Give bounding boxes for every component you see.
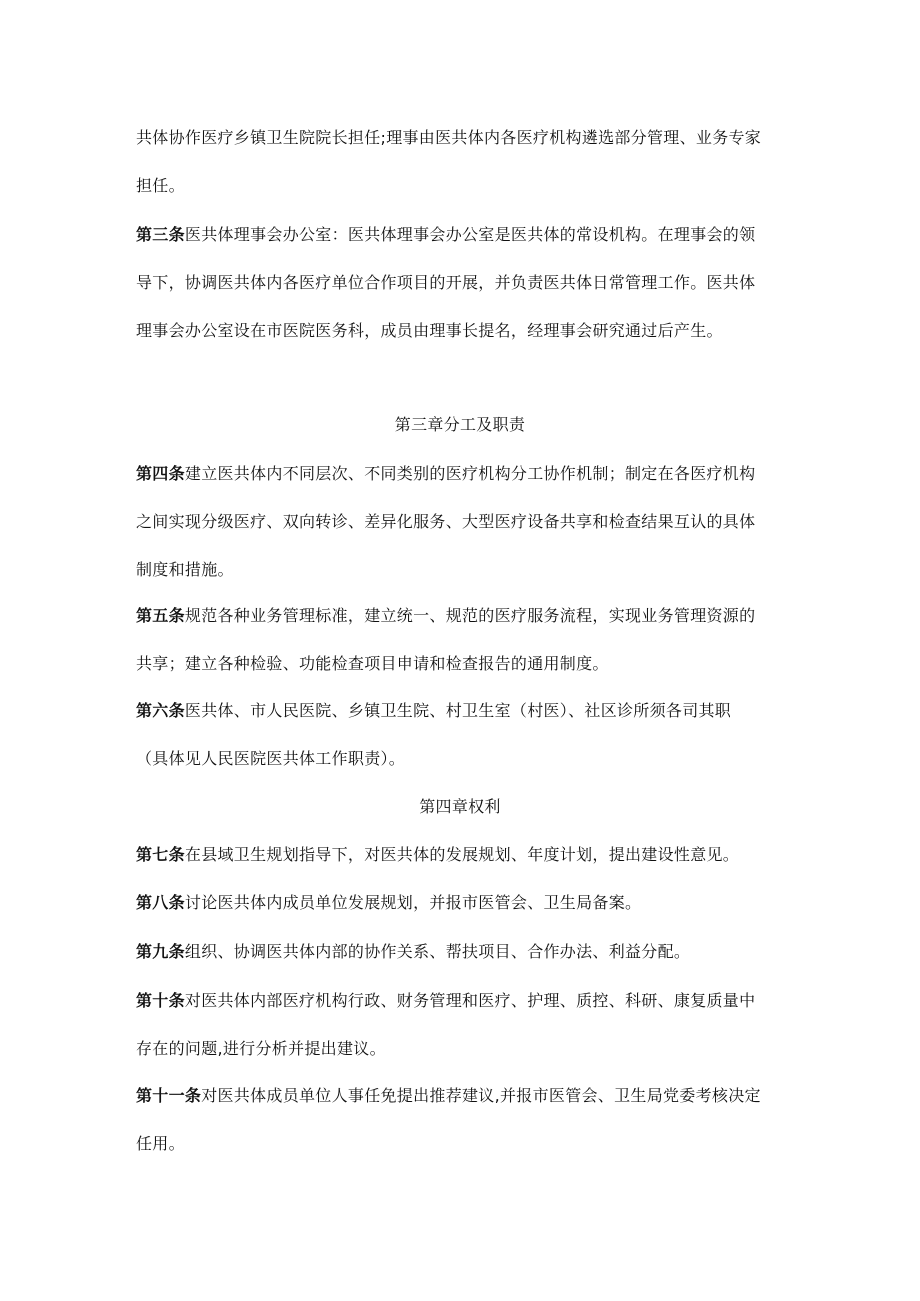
article-6-title: 第六条 (136, 701, 185, 720)
article-4-title: 第四条 (136, 464, 185, 483)
article-6-line (136, 701, 796, 721)
article-4-line (136, 464, 796, 484)
article-9-title: 第九条 (136, 942, 185, 961)
article-10-line (136, 991, 796, 1011)
article-7-title: 第七条 (136, 845, 185, 864)
text-line: 共体协作医疗乡镇卫生院院长担任;理事由医共体内各医疗机构遴选部分管理、业务专家 (136, 128, 762, 147)
article-10-text: 对医共体内部医疗机构行政、财务管理和医疗、护理、质控、科研、康复质量中 (184, 991, 756, 1010)
text-line: 存在的问题,进行分析并提出建议。 (136, 1039, 386, 1058)
article-6-text: 医共体、市人民医院、乡镇卫生院、村卫生室（村医）、社区诊所须各司其职 (184, 701, 732, 720)
text-line: 理事会办公室设在市医院医务科，成员由理事长提名，经理事会研究通过后产生。 (136, 321, 723, 340)
chapter-4-heading: 第四章权利 (419, 797, 501, 816)
article-11-title: 第十一条 (136, 1086, 202, 1105)
article-4-text: 建立医共体内不同层次、不同类别的医疗机构分工协作机制；制定在各医疗机构 (184, 464, 756, 483)
text-line: 导下，协调医共体内各医疗单位合作项目的开展，并负责医共体日常管理工作。医共体 (136, 273, 756, 292)
text-line: 任用。 (136, 1134, 185, 1153)
text-line: 共享；建立各种检验、功能检查项目申请和检查报告的通用制度。 (136, 654, 609, 673)
article-7-text: 在县域卫生规划指导下，对医共体的发展规划、年度计划，提出建设性意见。 (184, 845, 740, 864)
article-3-line (136, 225, 796, 245)
article-8-line (136, 893, 796, 913)
article-7-line (136, 845, 796, 865)
article-8-text: 讨论医共体内成员单位发展规划，并报市医管会、卫生局备案。 (184, 893, 642, 912)
text-line: （具体见人民医院医共体工作职责）。 (136, 749, 406, 768)
chapter-3-heading: 第三章分工及职责 (394, 415, 526, 434)
article-11-line (136, 1086, 796, 1106)
article-5-line (136, 606, 796, 626)
article-5-text: 规范各种业务管理标准，建立统一、规范的医疗服务流程，实现业务管理资源的 (184, 606, 756, 625)
article-5-title: 第五条 (136, 606, 185, 625)
text-line: 之间实现分级医疗、双向转诊、差异化服务、大型医疗设备共享和检查结果互认的具体 (136, 512, 756, 531)
article-11-text: 对医共体成员单位人事任免提出推荐建议,并报市医管会、卫生局党委考核决定 (201, 1086, 761, 1105)
article-8-title: 第八条 (136, 893, 185, 912)
text-line: 担任。 (136, 176, 185, 195)
text-line: 制度和措施。 (136, 560, 234, 579)
article-10-title: 第十条 (136, 991, 185, 1010)
article-3-text: 医共体理事会办公室：医共体理事会办公室是医共体的常设机构。在理事会的领 (184, 225, 756, 244)
article-9-line (136, 942, 796, 962)
article-3-title: 第三条 (136, 225, 185, 244)
article-9-text: 组织、协调医共体内部的协作关系、帮扶项目、合作办法、利益分配。 (184, 942, 691, 961)
